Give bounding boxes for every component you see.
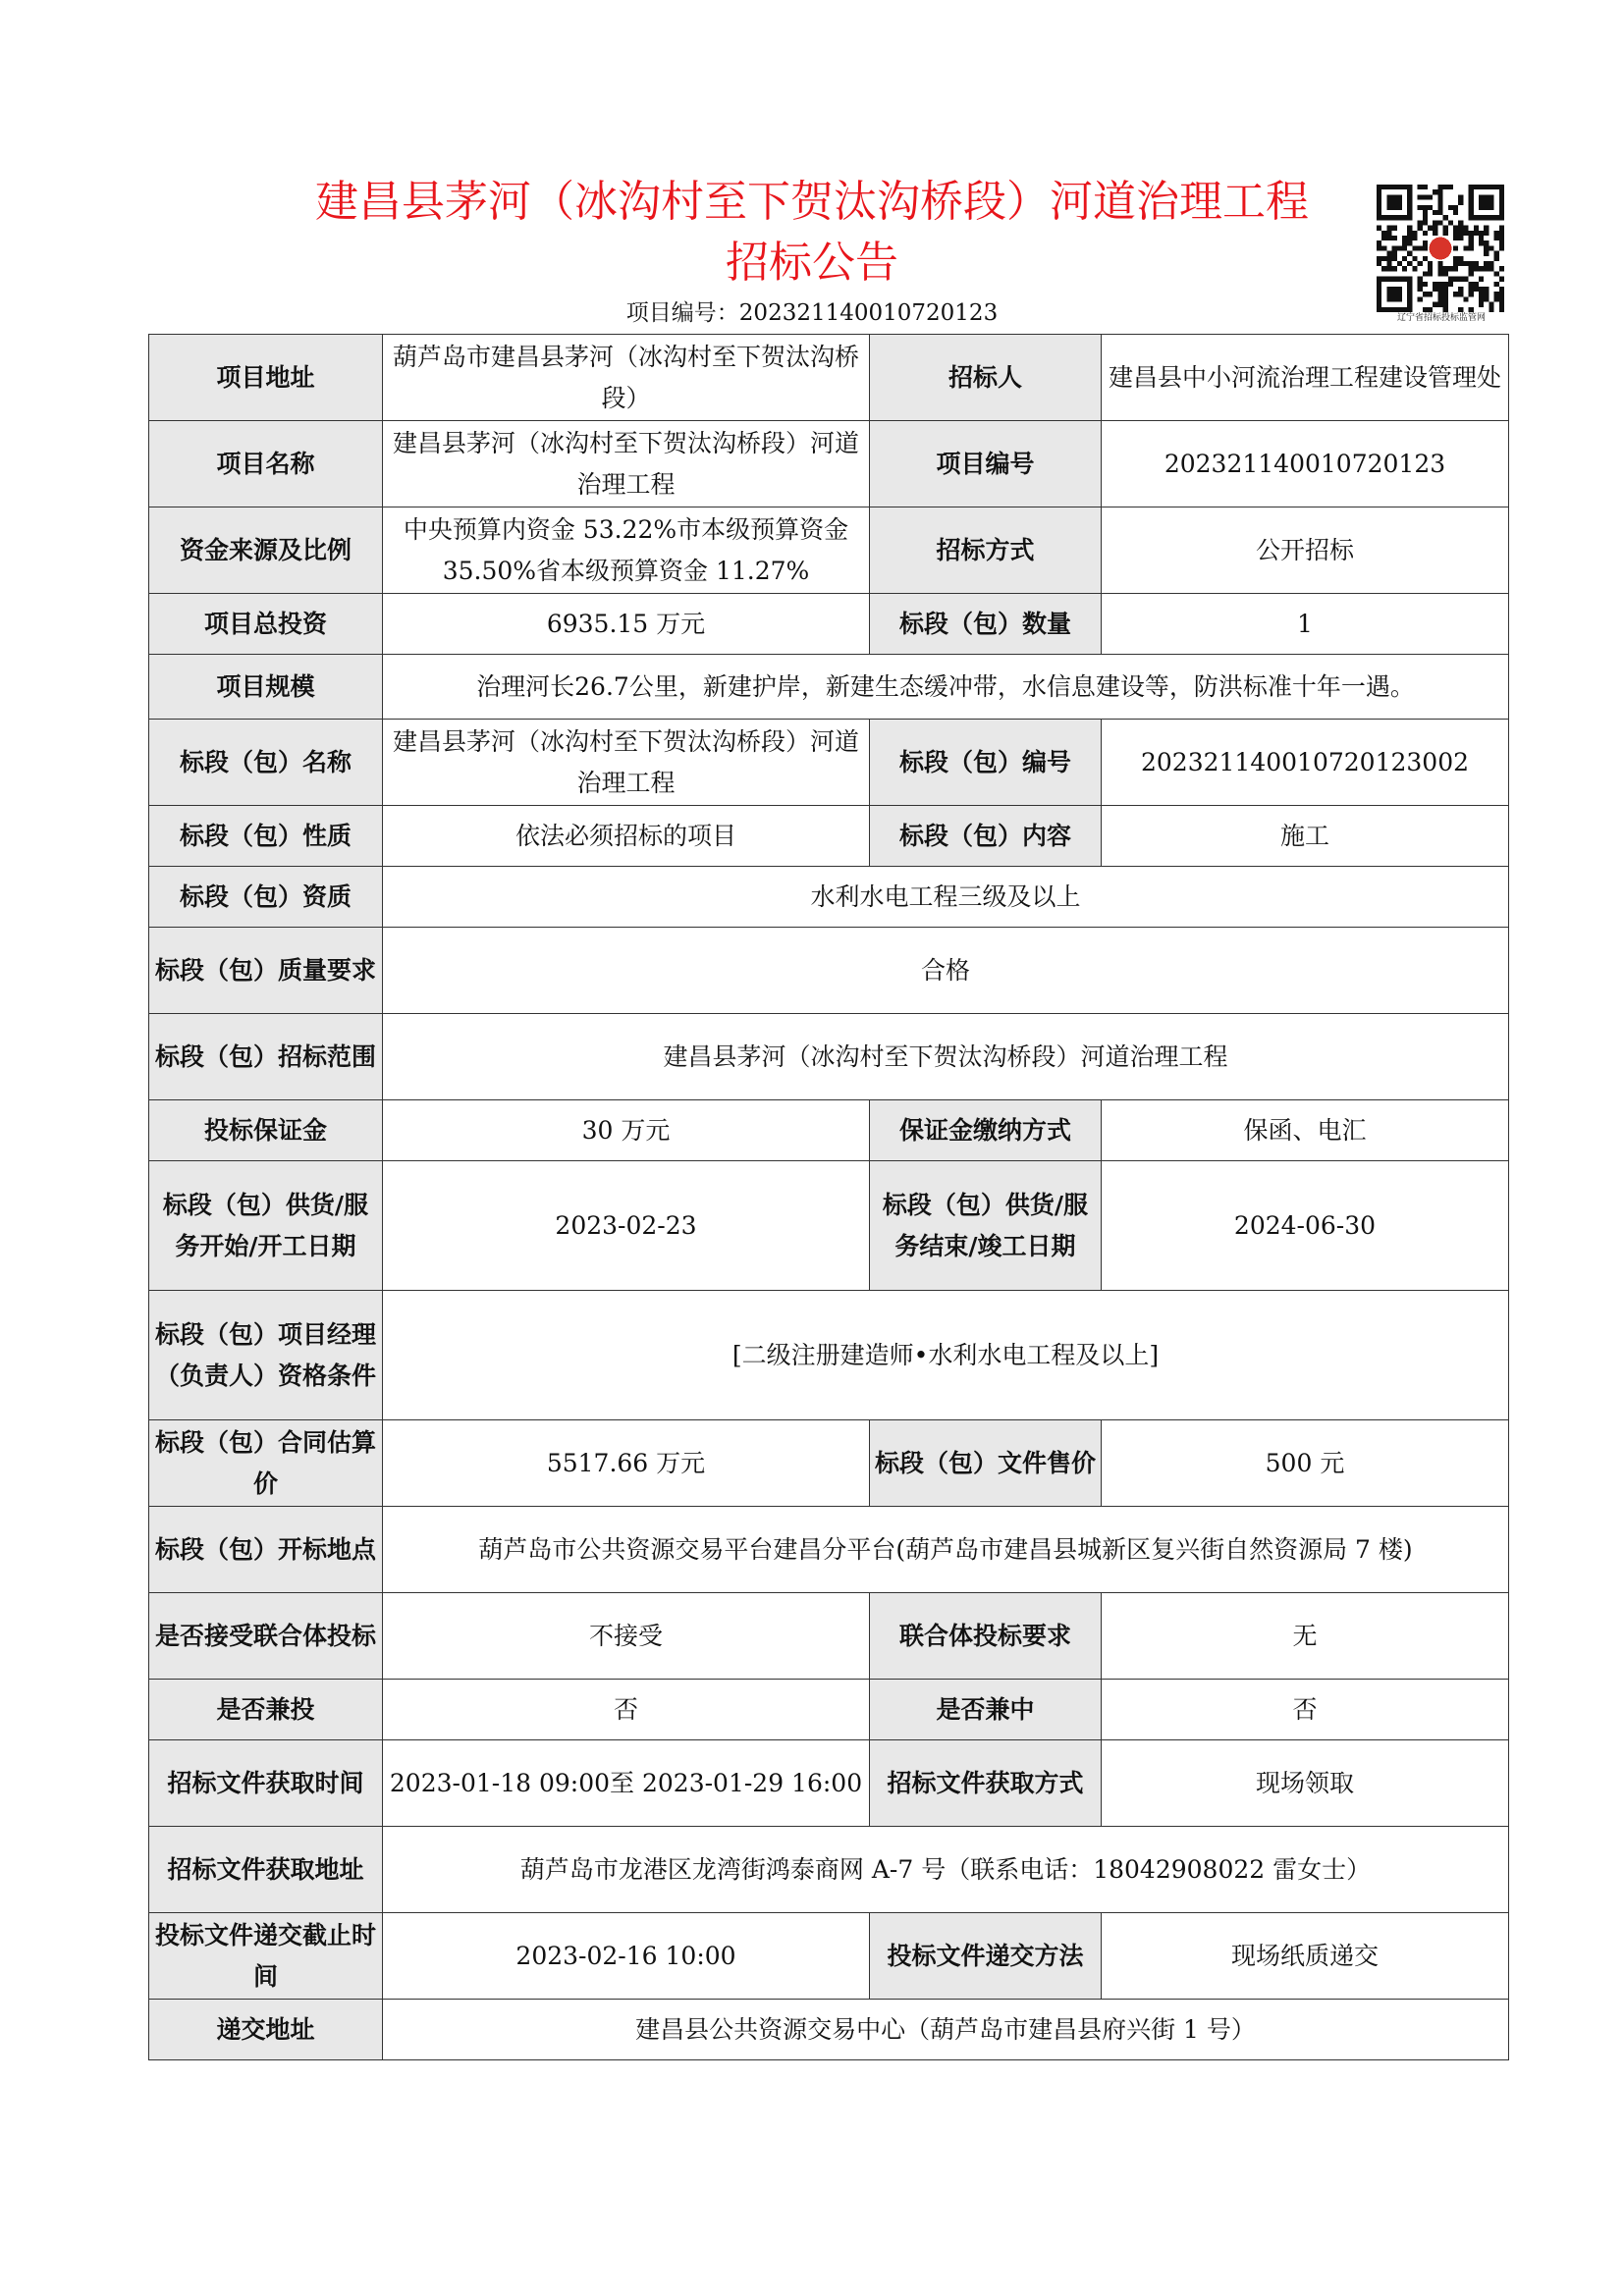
field-label: 投标文件递交截止时间 bbox=[149, 1913, 383, 2000]
table-row bbox=[149, 1100, 1509, 1161]
field-label: 递交地址 bbox=[149, 2000, 383, 2060]
table-row bbox=[149, 1593, 1509, 1680]
notice-title: 建昌县茅河（冰沟村至下贺汰沟桥段）河道治理工程 bbox=[315, 177, 1309, 227]
field-value: 建昌县茅河（冰沟村至下贺汰沟桥段）河道治理工程 bbox=[383, 720, 870, 806]
notice-table bbox=[148, 334, 1509, 2060]
table-row bbox=[149, 1161, 1509, 1291]
field-label: 保证金缴纳方式 bbox=[870, 1100, 1102, 1161]
field-label: 标段（包）性质 bbox=[149, 806, 383, 867]
table-row bbox=[149, 1507, 1509, 1593]
field-value: 202321140010720123 bbox=[1102, 421, 1509, 507]
field-value: 2023-01-18 09:00至 2023-01-29 16:00 bbox=[383, 1740, 870, 1827]
notice-subtitle: 招标公告 bbox=[726, 238, 898, 288]
field-value: 2023-02-23 bbox=[383, 1161, 870, 1291]
field-value: 500 元 bbox=[1102, 1420, 1509, 1507]
table-row bbox=[149, 1740, 1509, 1827]
field-value: 中央预算内资金 53.22%市本级预算资金 35.50%省本级预算资金 11.27% bbox=[383, 507, 870, 594]
field-label: 招标方式 bbox=[870, 507, 1102, 594]
field-label: 标段（包）数量 bbox=[870, 594, 1102, 655]
field-label: 项目规模 bbox=[149, 655, 383, 720]
field-label: 投标文件递交方法 bbox=[870, 1913, 1102, 2000]
table-row bbox=[149, 1913, 1509, 2000]
table-row bbox=[149, 655, 1509, 720]
table-row bbox=[149, 1420, 1509, 1507]
field-value: 6935.15 万元 bbox=[383, 594, 870, 655]
field-value: 现场纸质递交 bbox=[1102, 1913, 1509, 2000]
field-label: 标段（包）质量要求 bbox=[149, 928, 383, 1014]
field-label: 招标人 bbox=[870, 335, 1102, 421]
field-label: 标段（包）项目经理（负责人）资格条件 bbox=[149, 1291, 383, 1420]
table-row bbox=[149, 1014, 1509, 1100]
field-value: 治理河长26.7公里，新建护岸，新建生态缓冲带，水信息建设等，防洪标准十年一遇。 bbox=[383, 655, 1509, 720]
field-label: 标段（包）文件售价 bbox=[870, 1420, 1102, 1507]
field-label: 项目名称 bbox=[149, 421, 383, 507]
field-label: 资金来源及比例 bbox=[149, 507, 383, 594]
table-row bbox=[149, 594, 1509, 655]
table-row bbox=[149, 1827, 1509, 1913]
field-label: 招标文件获取时间 bbox=[149, 1740, 383, 1827]
field-label: 标段（包）供货/服务结束/竣工日期 bbox=[870, 1161, 1102, 1291]
qr-code-icon bbox=[1377, 185, 1504, 312]
field-value: 依法必须招标的项目 bbox=[383, 806, 870, 867]
field-label: 招标文件获取方式 bbox=[870, 1740, 1102, 1827]
field-value: 2024-06-30 bbox=[1102, 1161, 1509, 1291]
table-row bbox=[149, 867, 1509, 928]
field-label: 标段（包）供货/服务开始/开工日期 bbox=[149, 1161, 383, 1291]
field-value: 30 万元 bbox=[383, 1100, 870, 1161]
field-value: 葫芦岛市公共资源交易平台建昌分平台(葫芦岛市建昌县城新区复兴街自然资源局 7 楼) bbox=[383, 1507, 1509, 1593]
field-value: 否 bbox=[1102, 1680, 1509, 1740]
table-row bbox=[149, 421, 1509, 507]
field-value: 2023-02-16 10:00 bbox=[383, 1913, 870, 2000]
table-row bbox=[149, 335, 1509, 421]
field-label: 标段（包）名称 bbox=[149, 720, 383, 806]
field-value: 5517.66 万元 bbox=[383, 1420, 870, 1507]
table-row bbox=[149, 1291, 1509, 1420]
field-label: 招标文件获取地址 bbox=[149, 1827, 383, 1913]
field-label: 标段（包）招标范围 bbox=[149, 1014, 383, 1100]
field-label: 标段（包）内容 bbox=[870, 806, 1102, 867]
field-value: 保函、电汇 bbox=[1102, 1100, 1509, 1161]
field-label: 标段（包）合同估算价 bbox=[149, 1420, 383, 1507]
field-value: 不接受 bbox=[383, 1593, 870, 1680]
field-value: 建昌县茅河（冰沟村至下贺汰沟桥段）河道治理工程 bbox=[383, 1014, 1509, 1100]
field-value: 无 bbox=[1102, 1593, 1509, 1680]
field-label: 是否兼投 bbox=[149, 1680, 383, 1740]
table-row bbox=[149, 806, 1509, 867]
field-label: 标段（包）编号 bbox=[870, 720, 1102, 806]
field-value: [二级注册建造师•水利水电工程及以上] bbox=[383, 1291, 1509, 1420]
field-value: 建昌县茅河（冰沟村至下贺汰沟桥段）河道治理工程 bbox=[383, 421, 870, 507]
field-value: 水利水电工程三级及以上 bbox=[383, 867, 1509, 928]
field-value: 否 bbox=[383, 1680, 870, 1740]
project-number: 项目编号：202321140010720123 bbox=[625, 300, 999, 326]
field-label: 项目总投资 bbox=[149, 594, 383, 655]
field-value: 现场领取 bbox=[1102, 1740, 1509, 1827]
field-label: 是否兼中 bbox=[870, 1680, 1102, 1740]
field-label: 标段（包）资质 bbox=[149, 867, 383, 928]
field-label: 项目编号 bbox=[870, 421, 1102, 507]
field-value: 建昌县公共资源交易中心（葫芦岛市建昌县府兴街 1 号） bbox=[383, 2000, 1509, 2060]
table-row bbox=[149, 1680, 1509, 1740]
field-label: 是否接受联合体投标 bbox=[149, 1593, 383, 1680]
field-label: 标段（包）开标地点 bbox=[149, 1507, 383, 1593]
table-row bbox=[149, 507, 1509, 594]
table-row bbox=[149, 2000, 1509, 2060]
table-row bbox=[149, 928, 1509, 1014]
field-value: 合格 bbox=[383, 928, 1509, 1014]
field-value: 1 bbox=[1102, 594, 1509, 655]
field-value: 公开招标 bbox=[1102, 507, 1509, 594]
field-value: 202321140010720123002 bbox=[1102, 720, 1509, 806]
field-label: 项目地址 bbox=[149, 335, 383, 421]
field-value: 葫芦岛市建昌县茅河（冰沟村至下贺汰沟桥段） bbox=[383, 335, 870, 421]
field-value: 建昌县中小河流治理工程建设管理处 bbox=[1102, 335, 1509, 421]
qr-caption: 辽宁省招标投标监管网 bbox=[1396, 313, 1486, 323]
field-label: 联合体投标要求 bbox=[870, 1593, 1102, 1680]
field-label: 投标保证金 bbox=[149, 1100, 383, 1161]
table-row bbox=[149, 720, 1509, 806]
field-value: 施工 bbox=[1102, 806, 1509, 867]
field-value: 葫芦岛市龙港区龙湾街鸿泰商网 A-7 号（联系电话：18042908022 雷女士） bbox=[383, 1827, 1509, 1913]
